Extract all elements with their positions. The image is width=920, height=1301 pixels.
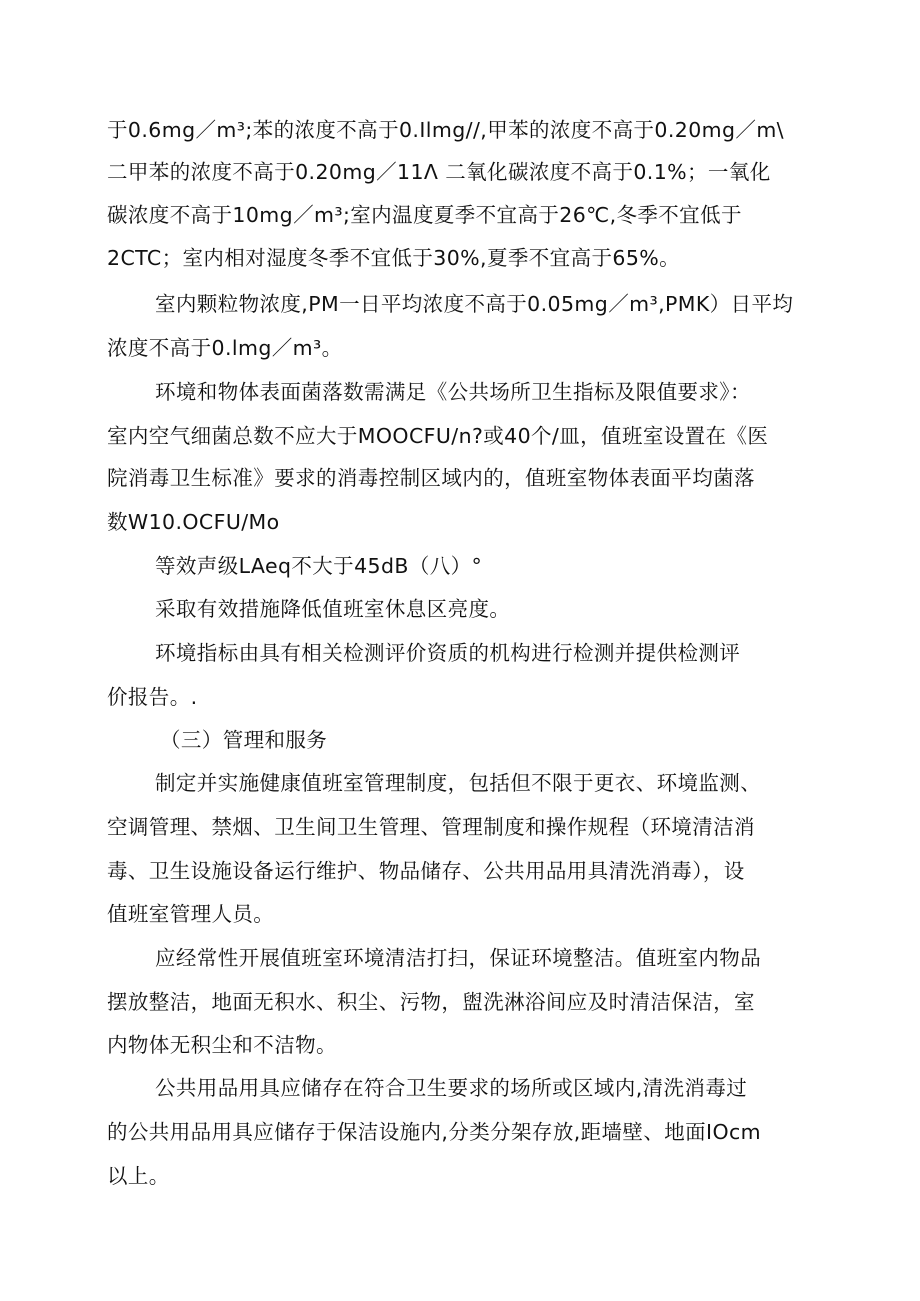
paragraph-line: 等效声级LAeq不大于45dB（八）°	[155, 554, 483, 578]
section-heading: （三）管理和服务	[160, 728, 328, 752]
paragraph-line: 室内空气细菌总数不应大于MOOCFU/n?或40个/皿，值班室设置在《医	[107, 424, 769, 448]
paragraph-line: 数W10.OCFU/Mo	[107, 510, 280, 534]
paragraph-line: 于0.6mg／m³;苯的浓度不高于0.Ilmg//,甲苯的浓度不高于0.20mg／m\	[107, 118, 784, 142]
paragraph-line: 空调管理、禁烟、卫生间卫生管理、管理制度和操作规程（环境清洁消	[107, 815, 755, 839]
paragraph-line: 采取有效措施降低值班室休息区亮度。	[155, 597, 511, 621]
paragraph-line: 以上。	[107, 1164, 170, 1188]
paragraph-line: 室内颗粒物浓度,PM一日平均浓度不高于0.05mg／m³,PMK）日平均	[155, 292, 794, 316]
paragraph-line: 毒、卫生设施设备运行维护、物品储存、公共用品用具清洗消毒），设	[107, 859, 745, 883]
paragraph-line: 制定并实施健康值班室管理制度，包括但不限于更衣、环境监测、	[155, 771, 762, 795]
paragraph-line: 的公共用品用具应储存于保洁设施内,分类分架存放,距墙壁、地面IOcm	[107, 1120, 762, 1144]
paragraph-line: 环境指标由具有相关检测评价资质的机构进行检测并提供检测评	[155, 641, 741, 665]
paragraph-line: 二甲苯的浓度不高于0.20mg／11Λ 二氧化碳浓度不高于0.1%；一氧化	[107, 160, 771, 184]
paragraph-line: 院消毒卫生标准》要求的消毒控制区域内的，值班室物体表面平均菌落	[107, 466, 755, 490]
paragraph-line: 碳浓度不高于10mg／m³;室内温度夏季不宜高于26℃,冬季不宜低于	[107, 203, 742, 227]
paragraph-line: 内物体无积尘和不洁物。	[107, 1033, 337, 1057]
paragraph-line: 环境和物体表面菌落数需满足《公共场所卫生指标及限值要求》：	[155, 380, 751, 404]
paragraph-line: 摆放整洁，地面无积水、积尘、污物，盥洗淋浴间应及时清洁保洁，室	[107, 990, 755, 1014]
paragraph-line: 2CTC；室内相对湿度冬季不宜低于30%,夏季不宜高于65%。	[107, 246, 681, 270]
paragraph-line: 应经常性开展值班室环境清洁打扫，保证环境整洁。值班室内物品	[155, 946, 762, 970]
paragraph-line: 值班室管理人员。	[107, 902, 275, 926]
paragraph-line: 浓度不高于0.lmg／m³。	[107, 336, 343, 360]
paragraph-line: 价报告。.	[107, 685, 198, 709]
paragraph-line: 公共用品用具应储存在符合卫生要求的场所或区域内,清洗消毒过	[155, 1076, 748, 1100]
